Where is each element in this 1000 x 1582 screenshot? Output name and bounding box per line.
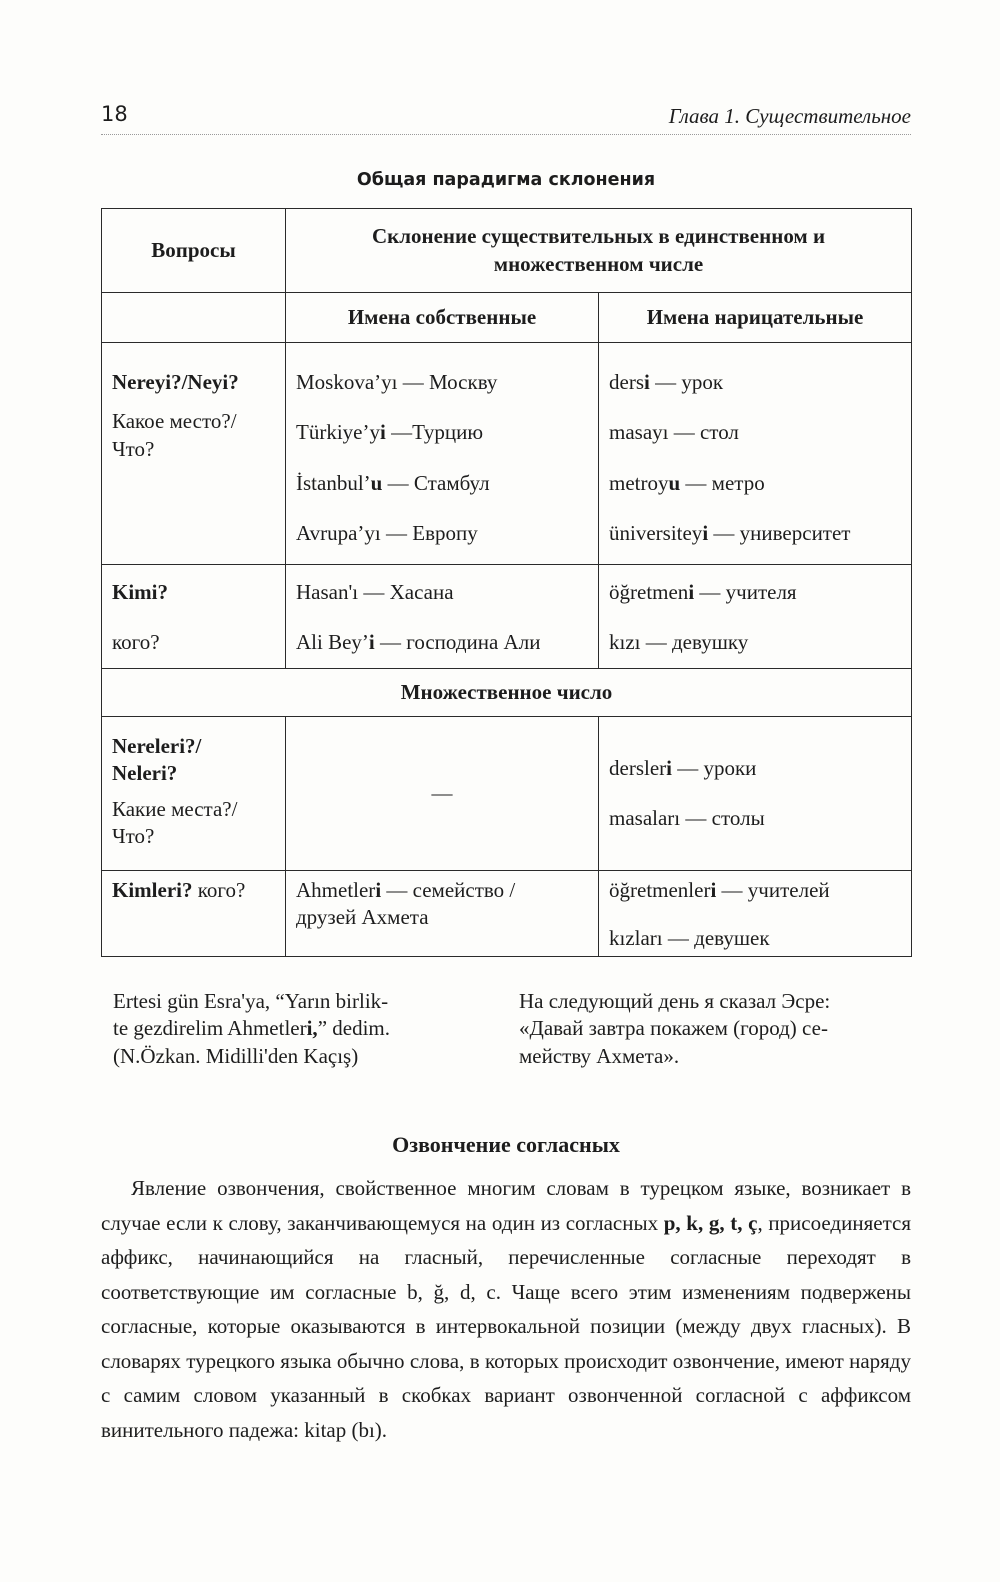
example-line: öğretmenleri — учителей	[609, 878, 830, 902]
question-cell	[102, 717, 286, 871]
common-nouns-cell	[599, 343, 912, 565]
question-cell	[102, 871, 286, 957]
example-line: masayı — стол	[609, 420, 739, 445]
table-title: Общая парадигма склонения	[356, 170, 656, 190]
example-line: Türkiye’yi —Турцию	[296, 420, 484, 445]
example-line: üniversiteyi — университет	[609, 520, 851, 545]
table-row	[102, 871, 912, 957]
example-line: Ali Bey’i — господина Али	[296, 630, 541, 655]
question-cell	[102, 343, 286, 565]
question-turkish: Nereleri?/ Neleri?	[112, 734, 202, 786]
table-row	[102, 343, 912, 565]
proper-nouns-cell	[286, 565, 599, 669]
question-turkish: Kimleri?	[112, 878, 193, 902]
proper-nouns-cell	[286, 717, 599, 871]
common-nouns-cell	[599, 871, 912, 957]
proper-nouns-cell	[286, 343, 599, 565]
header-common-nouns: Имена нарицательные	[599, 293, 912, 343]
body-paragraph: Явление озвончения, свойственное многим словам в турецком языке, возникает в случае если к слову, заканчивающемуся на один из согласных p, k, g, t, ç, присоединяется аффикс, начинающийся на гласный, перечисленные согласные переходят в соответствующие им согласные b, ğ, d, c. Чаще всего этим изменениям подвержены согласные, которые оказываются в интервокальной позиции (между двух гласных). В словарях турецкого языка обычно слова, в которых происходит озвончение, имеют наряду с самим словом указанный в скобках вариант озвонченной согласной с аффиксом винительного падежа: kitap (bı).	[101, 1176, 911, 1442]
example-line: masaları — столы	[609, 806, 765, 831]
declension-table	[101, 208, 912, 957]
question-turkish: Nereyi?/Neyi?	[112, 370, 239, 394]
question-russian: Какие места?/ Что?	[112, 796, 238, 848]
common-nouns-cell	[599, 717, 912, 871]
header-declension: Склонение существительных в единственном и множественном числе	[286, 209, 912, 293]
question-russian: кого?	[192, 878, 246, 902]
question-turkish: Kimi?	[112, 580, 168, 604]
example-line: öğretmeni — учителя	[609, 580, 797, 604]
empty-dash: —	[431, 780, 453, 805]
page-number: 18	[101, 102, 128, 126]
example-russian: На следующий день я сказал Эсре: «Давай завтра покажем (город) се- мейству Ахмета».	[519, 989, 831, 1068]
proper-nouns-cell	[286, 871, 599, 957]
common-nouns-cell	[599, 565, 912, 669]
consonant-list: p, k, g, t, ç	[663, 1210, 758, 1235]
table-row	[102, 717, 912, 871]
example-line: dersi — урок	[609, 370, 724, 394]
question-cell	[102, 565, 286, 669]
example-line: kızı — девушку	[609, 630, 749, 655]
page-header	[101, 100, 911, 135]
table-row	[102, 565, 912, 669]
question-russian: Какое место?/ Что?	[112, 409, 237, 461]
example-turkish: Ertesi gün Esra'ya, “Yarın birlik- te gezdirelim Ahmetleri,” dedim. (N.Özkan. Midilli'den Kaçış)	[113, 989, 390, 1068]
example-line: Moskova’yı — Москву	[296, 370, 498, 394]
running-head: Глава 1. Существительное	[668, 104, 911, 128]
example-line: kızları — девушек	[609, 926, 770, 951]
example-line: Hasan'ı — Хасана	[296, 580, 454, 604]
example-line: İstanbul’u — Стамбул	[296, 470, 490, 495]
header-empty-cell	[102, 293, 286, 343]
example-line: Ahmetleri — семейство / друзей Ахмета	[296, 878, 516, 930]
header-questions: Вопросы	[102, 209, 286, 293]
header-proper-nouns: Имена собственные	[286, 293, 599, 343]
example-line: Avrupa’yı — Европу	[296, 520, 478, 545]
plural-heading: Множественное число	[102, 669, 912, 717]
example-line: metroyu — метро	[609, 470, 765, 495]
example-line: dersleri — уроки	[609, 756, 757, 780]
question-russian: кого?	[112, 630, 160, 655]
section-title: Озвончение согласных	[392, 1132, 620, 1157]
